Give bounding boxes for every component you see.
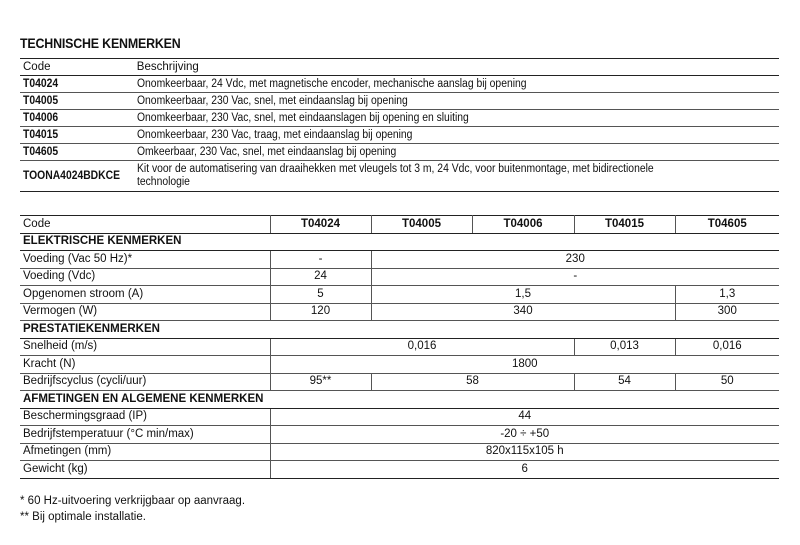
row-description: Onomkeerbaar, 230 Vac, snel, met eindaanslagen bij opening en sluiting — [134, 110, 779, 127]
section-heading-performance — [20, 321, 779, 339]
cell-value: 340 — [371, 303, 675, 321]
table-row — [20, 356, 779, 374]
row-label: Kracht (N) — [20, 356, 270, 374]
cell-value: 0,013 — [574, 338, 675, 356]
cell-value: 54 — [574, 373, 675, 391]
section-title: AFMETINGEN EN ALGEMENE KENMERKEN — [20, 391, 779, 409]
cell-value: 230 — [371, 251, 779, 269]
table-row — [20, 161, 779, 192]
table-row — [20, 303, 779, 321]
spec-col-t04605: T04605 — [675, 216, 779, 234]
row-label: Voeding (Vac 50 Hz)* — [20, 251, 270, 269]
row-description: Onomkeerbaar, 230 Vac, traag, met eindaanslag bij opening — [134, 127, 779, 144]
spec-col-t04006: T04006 — [472, 216, 574, 234]
row-code: T04024 — [20, 76, 134, 93]
table-row — [20, 144, 779, 161]
row-label: Opgenomen stroom (A) — [20, 286, 270, 304]
section-title: ELEKTRISCHE KENMERKEN — [20, 233, 779, 251]
table-row — [20, 373, 779, 391]
table-row — [20, 110, 779, 127]
table-row — [20, 76, 779, 93]
spec-table — [20, 215, 779, 479]
page-title: TECHNISCHE KENMERKEN — [20, 36, 181, 51]
cell-value: 44 — [270, 408, 779, 426]
codes-table — [20, 58, 779, 192]
section-heading-dimensions — [20, 391, 779, 409]
row-description: Omkeerbaar, 230 Vac, snel, met eindaanslag bij opening — [134, 144, 779, 161]
table-row — [20, 127, 779, 144]
cell-value: 50 — [675, 373, 779, 391]
cell-value: 58 — [371, 373, 574, 391]
spec-col-t04015: T04015 — [574, 216, 675, 234]
codes-table-header — [20, 59, 779, 76]
row-code: T04005 — [20, 93, 134, 110]
row-label: Gewicht (kg) — [20, 461, 270, 479]
table-row — [20, 268, 779, 286]
row-label: Vermogen (W) — [20, 303, 270, 321]
cell-value: 1800 — [270, 356, 779, 374]
row-label: Snelheid (m/s) — [20, 338, 270, 356]
cell-value: 0,016 — [675, 338, 779, 356]
cell-value: 24 — [270, 268, 371, 286]
table-row — [20, 461, 779, 479]
cell-value: 95** — [270, 373, 371, 391]
cell-value: 1,3 — [675, 286, 779, 304]
footnote-installation: ** Bij optimale installatie. — [20, 511, 146, 523]
table-row — [20, 286, 779, 304]
cell-value: 820x115x105 h — [270, 443, 779, 461]
table-row — [20, 443, 779, 461]
row-description: Kit voor de automatisering van draaihekken met vleugels tot 3 m, 24 Vdc, voor buitenmontage, met bidirectionele technologie — [134, 161, 779, 192]
cell-value: -20 ÷ +50 — [270, 426, 779, 444]
spec-header-row — [20, 216, 779, 234]
table-row — [20, 408, 779, 426]
section-title: PRESTATIEKENMERKEN — [20, 321, 779, 339]
row-code: T04605 — [20, 144, 134, 161]
table-row — [20, 426, 779, 444]
footnote-60hz: * 60 Hz-uitvoering verkrijgbaar op aanvraag. — [20, 495, 246, 507]
section-heading-electric — [20, 233, 779, 251]
cell-value: 0,016 — [270, 338, 574, 356]
header-code: Code — [20, 59, 134, 76]
cell-value: 1,5 — [371, 286, 675, 304]
row-description: Onomkeerbaar, 24 Vdc, met magnetische encoder, mechanische aanslag bij opening — [134, 76, 779, 93]
row-label: Bedrijfstemperatuur (°C min/max) — [20, 426, 270, 444]
row-code: T04006 — [20, 110, 134, 127]
row-label: Bedrijfscyclus (cycli/uur) — [20, 373, 270, 391]
cell-value: 6 — [270, 461, 779, 479]
spec-col-t04005: T04005 — [371, 216, 472, 234]
table-row — [20, 93, 779, 110]
spec-col-t04024: T04024 — [270, 216, 371, 234]
row-label: Afmetingen (mm) — [20, 443, 270, 461]
table-row — [20, 338, 779, 356]
cell-value: - — [270, 251, 371, 269]
cell-value: 300 — [675, 303, 779, 321]
cell-value: 5 — [270, 286, 371, 304]
table-row — [20, 251, 779, 269]
spec-header-label: Code — [20, 216, 270, 234]
row-description: Onomkeerbaar, 230 Vac, snel, met eindaanslag bij opening — [134, 93, 779, 110]
row-label: Voeding (Vdc) — [20, 268, 270, 286]
header-description: Beschrijving — [134, 59, 779, 76]
cell-value: 120 — [270, 303, 371, 321]
row-code: TOONA4024BDKCE — [20, 161, 134, 192]
row-label: Beschermingsgraad (IP) — [20, 408, 270, 426]
cell-value: - — [371, 268, 779, 286]
row-code: T04015 — [20, 127, 134, 144]
